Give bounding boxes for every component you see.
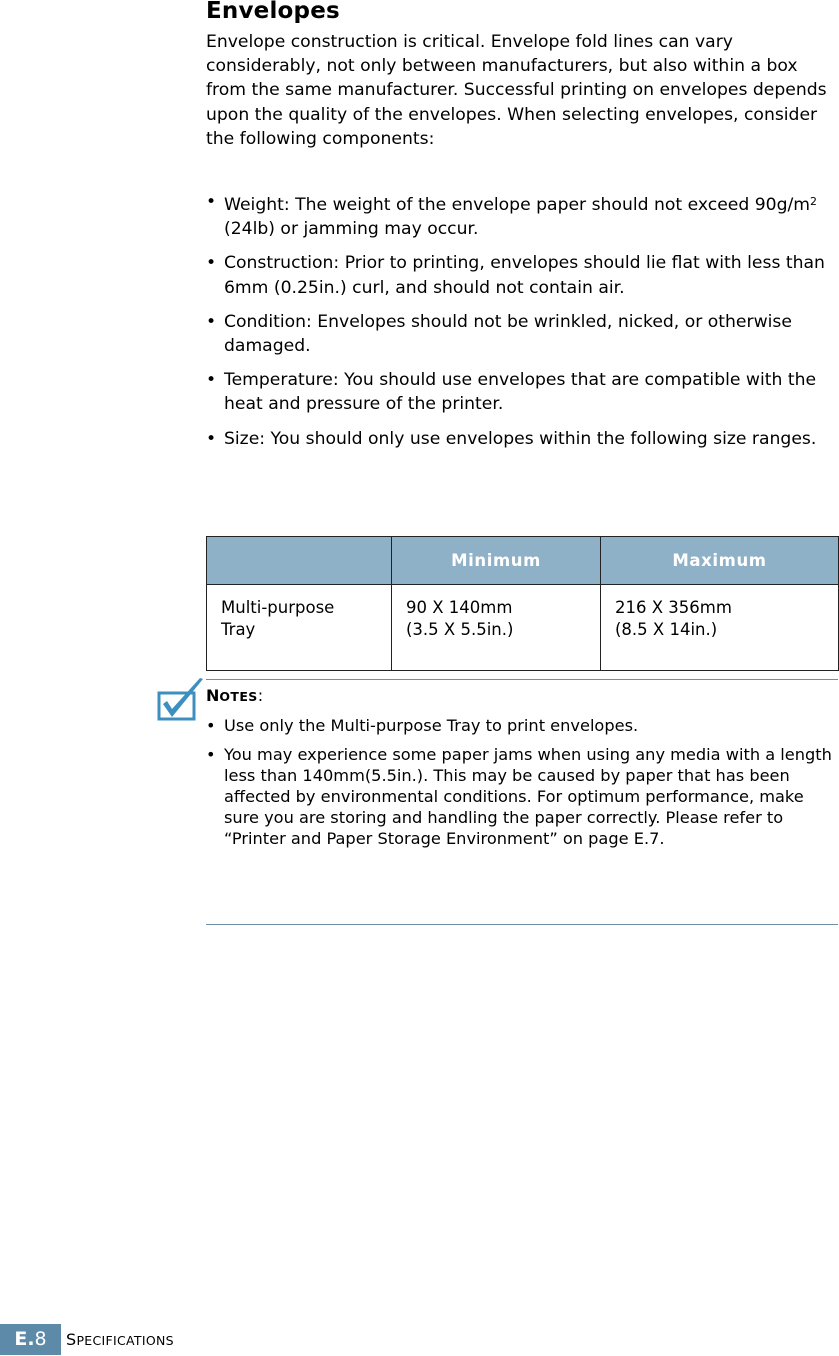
tray-label-line1: Multi-purpose <box>221 598 335 617</box>
section-title-rest: PECIFICATIONS <box>76 1333 174 1348</box>
notes-heading-initial: N <box>206 686 220 705</box>
list-item-weight <box>206 190 836 241</box>
table-cell-minimum <box>392 585 601 671</box>
page-number: 8 <box>34 1328 47 1350</box>
intro-paragraph: Envelope construction is critical. Envelope fold lines can vary considerably, not only between manufacturers, but also within a box from the same manufacturer. Successful printing on envelopes depends upon the quality of the envelopes. When selecting envelopes, consider the following components: <box>206 32 827 149</box>
envelope-criteria-list <box>206 190 836 461</box>
list-item: • Use only the Multi-purpose Tray to print envelopes. <box>206 715 836 736</box>
section-title-initial: S <box>66 1330 77 1349</box>
checkmark-icon <box>148 676 206 722</box>
table-header-maximum: Maximum <box>601 537 839 585</box>
table-row <box>207 585 839 671</box>
list-item-construction: • Construction: Prior to printing, envelopes should lie flat with less than 6mm (0.25in.) curl, and should not contain air. <box>206 251 836 299</box>
minimum-metric: 90 X 140mm <box>406 598 513 617</box>
list-item-size: • Size: You should only use envelopes within the following size ranges. <box>206 427 836 451</box>
list-item: • You may experience some paper jams when using any media with a length less than 140mm(5.5in.). This may be caused by paper that has been affected by environmental conditions. For optimum performance, make sure you are storing and handling the paper correctly. Please refer to “Printer and Paper Storage Environment” on page E.7. <box>206 744 836 849</box>
page-prefix: E. <box>14 1328 35 1350</box>
weight-text: Weight: The weight of the envelope paper should not exceed 90g/m <box>224 195 811 215</box>
section-heading: Envelopes <box>206 0 340 24</box>
weight-text-end: (24lb) or jamming may occur. <box>224 219 479 240</box>
minimum-imperial: (3.5 X 5.5in.) <box>406 620 514 639</box>
table-header-row <box>207 537 839 585</box>
table-header-minimum: Minimum <box>392 537 601 585</box>
maximum-metric: 216 X 356mm <box>615 598 732 617</box>
notes-bottom-rule <box>206 924 838 925</box>
list-item-condition: • Condition: Envelopes should not be wrinkled, nicked, or otherwise damaged. <box>206 310 836 358</box>
notes-list <box>206 715 836 857</box>
maximum-imperial: (8.5 X 14in.) <box>615 620 718 639</box>
notes-heading <box>206 686 263 705</box>
page-number-badge <box>0 1324 61 1355</box>
list-item-temperature: • Temperature: You should use envelopes that are compatible with the heat and pressure of the printer. <box>206 368 836 416</box>
footer-section-title <box>66 1324 174 1356</box>
table-cell-tray <box>207 585 392 671</box>
notes-heading-colon: : <box>257 686 264 705</box>
tray-label-line2: Tray <box>221 620 256 639</box>
notes-heading-rest: OTES <box>219 689 258 704</box>
envelope-size-table <box>206 536 839 671</box>
weight-superscript: 2 <box>810 195 818 208</box>
table-header-empty <box>207 537 392 585</box>
notes-top-rule <box>206 679 838 680</box>
table-cell-maximum <box>601 585 839 671</box>
